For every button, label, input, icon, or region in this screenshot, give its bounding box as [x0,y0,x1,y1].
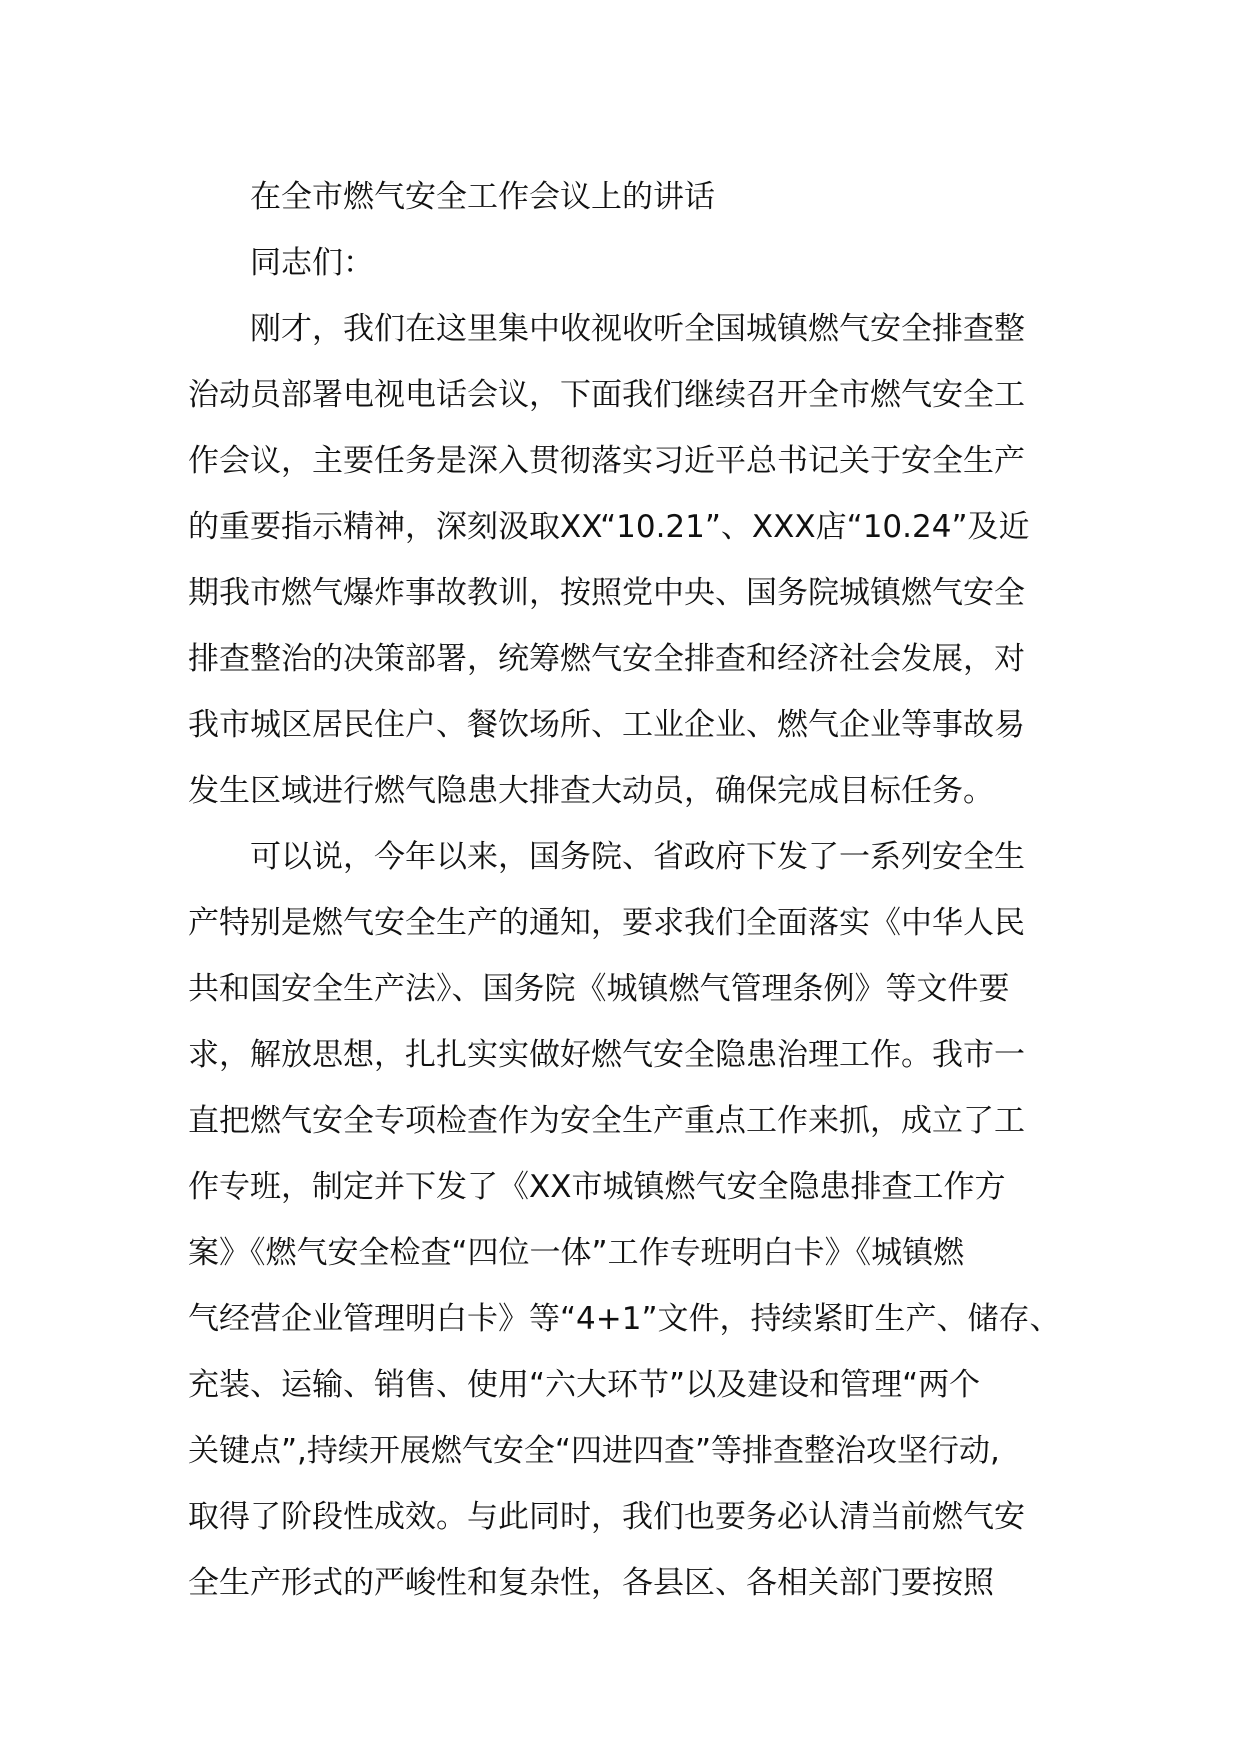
paragraph-line: 发生区域进行燃气隐患大排查大动员，确保完成目标任务。 [188,773,994,809]
paragraph-line: 取得了阶段性成效。与此同时，我们也要务必认清当前燃气安 [188,1499,1025,1535]
paragraph-line: 排查整治的决策部署，统筹燃气安全排查和经济社会发展，对 [188,641,1025,677]
paragraph-line: 全生产形式的严峻性和复杂性，各县区、各相关部门要按照 [188,1565,994,1601]
document-title: 在全市燃气安全工作会议上的讲话 [250,179,715,215]
paragraph-line: 求，解放思想，扎扎实实做好燃气安全隐患治理工作。我市一 [188,1037,1025,1073]
paragraph-line: 产特别是燃气安全生产的通知，要求我们全面落实《中华人民 [188,905,1025,941]
paragraph-line: 刚才，我们在这里集中收视收听全国城镇燃气安全排查整 [250,311,1025,347]
paragraph-line: 的重要指示精神，深刻汲取XX“10.21”、XXX店“10.24”及近 [188,509,1030,545]
paragraph-line: 作专班，制定并下发了《XX市城镇燃气安全隐患排查工作方 [188,1169,1006,1205]
paragraph-line: 关键点”,持续开展燃气安全“四进四查”等排查整治攻坚行动, [188,1433,1000,1469]
paragraph-line: 作会议，主要任务是深入贯彻落实习近平总书记关于安全生产 [188,443,1025,479]
salutation: 同志们： [250,245,374,281]
paragraph-line: 直把燃气安全专项检查作为安全生产重点工作来抓，成立了工 [188,1103,1025,1139]
paragraph-line: 共和国安全生产法》、国务院《城镇燃气管理条例》等文件要 [188,971,1010,1007]
paragraph-line: 案》《燃气安全检查“四位一体”工作专班明白卡》《城镇燃 [188,1235,965,1271]
paragraph-line: 气经营企业管理明白卡》等“4+1”文件，持续紧盯生产、储存、 [188,1301,1061,1337]
paragraph-line: 我市城区居民住户、餐饮场所、工业企业、燃气企业等事故易 [188,707,1025,743]
paragraph-line: 期我市燃气爆炸事故教训，按照党中央、国务院城镇燃气安全 [188,575,1025,611]
paragraph-line: 治动员部署电视电话会议，下面我们继续召开全市燃气安全工 [188,377,1025,413]
paragraph-line: 可以说，今年以来，国务院、省政府下发了一系列安全生 [250,839,1025,875]
paragraph-line: 充装、运输、销售、使用“六大环节”以及建设和管理“两个 [188,1367,981,1403]
